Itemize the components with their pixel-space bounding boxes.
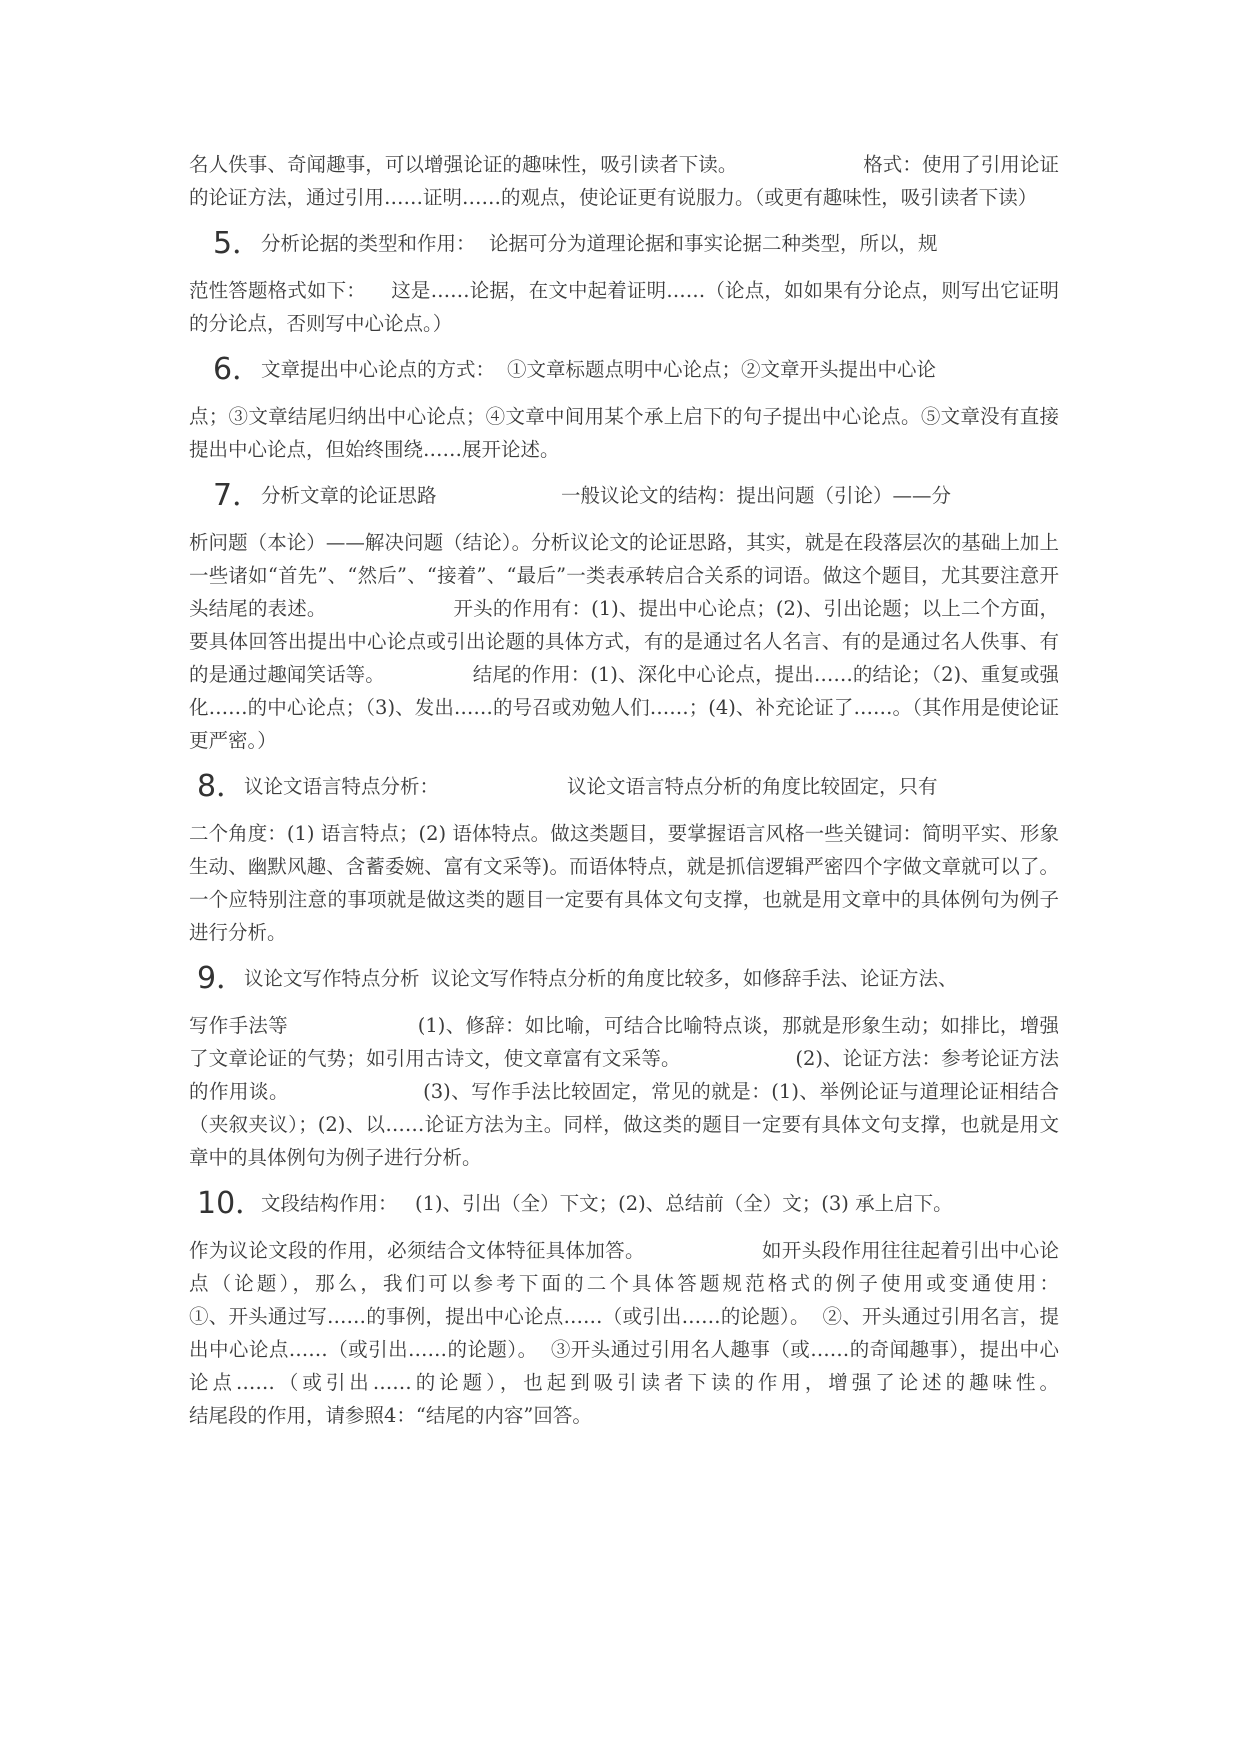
section-heading — [189, 1182, 1059, 1226]
section-title: 文章提出中心论点的方式： — [261, 358, 496, 381]
section-heading — [189, 957, 1059, 1001]
section-heading — [189, 348, 1059, 392]
document-page — [189, 148, 1183, 1432]
section-heading — [189, 222, 1059, 266]
section-number: 7． — [213, 478, 263, 513]
section-body: 作为议论文段的作用，必须结合文体特征具体加答。 如开头段作用往往起着引出中心论点（论题），那么，我们可以参考下面的二个具体答题规范格式的例子使用或变通使用： ①、开头通过写……的事例，提出中心论点……（或引出……的论题）。 ②、开头通过引用名言，提出中心论点……（或引出……的论题）。 ③开头通过引用名人趣事（或……的奇闻趣事），提出中心论点……（或引出……的论题），也起到吸引读者下读的作用，增强了论述的趣味性。 结尾段的作用，请参照4：“结尾的内容”回答。 — [189, 1239, 1183, 1427]
section-number: 5． — [213, 226, 263, 261]
section-item-10 — [189, 1182, 1183, 1432]
section-heading — [189, 765, 1059, 809]
section-title: 议论文写作特点分析 — [244, 967, 420, 990]
section-number: 6． — [213, 352, 263, 387]
section-heading-text: 一般议论文的结构：提出问题（引论）——分 — [561, 484, 952, 507]
section-item-9 — [189, 957, 1059, 1174]
section-title: 文段结构作用： — [261, 1192, 398, 1215]
section-heading — [189, 474, 1059, 518]
section-body: 写作手法等 (1)、修辞：如比喻，可结合比喻特点谈，那就是形象生动；如排比，增强了文章论证的气势；如引用古诗文，使文章富有文采等。 (2)、论证方法：参考论证方法的作用谈。 (3)、写作手法比较固定，常见的就是：(1)、举例论证与道理论证相结合（夹叙夹议）；(2)、以……论证方法为主。同样，做这类的题目一定要有具体文句支撑，也就是用文章中的具体例句为例子进行分析。 — [189, 1014, 1059, 1169]
section-heading-text: ①文章标题点明中心论点；②文章开头提出中心论 — [507, 358, 937, 381]
section-item-5 — [189, 222, 1059, 340]
section-body: 析问题（本论）——解决问题（结论）。分析议论文的论证思路，其实，就是在段落层次的基础上加上一些诸如“首先”、“然后”、“接着”、“最后”一类表承转启合关系的词语。做这个题目，尤其要注意开头结尾的表述。 开头的作用有：(1)、提出中心论点；(2)、引出论题；以上二个方面，要具体回答出提出中心论点或引出论题的具体方式，有的是通过名人名言、有的是通过名人佚事、有的是通过趣闻笑话等。 结尾的作用：(1)、深化中心论点，提出……的结论；（2)、重复或强化……的中心论点；（3)、发出……的号召或劝勉人们……；(4)、补充论证了……。（其作用是使论证更严密。） — [189, 531, 1059, 752]
section-body: 二个角度：(1) 语言特点；(2) 语体特点。做这类题目，要掌握语言风格一些关键词：简明平实、形象生动、幽默风趣、含蓄委婉、富有文采等)。而语体特点，就是抓信逻辑严密四个字做文章就可以了。一个应特别注意的事项就是做这类的题目一定要有具体文句支撑，也就是用文章中的具体例句为例子进行分析。 — [189, 822, 1059, 944]
section-title: 议论文语言特点分析： — [244, 775, 440, 798]
section-number: 9． — [197, 961, 247, 996]
section-heading-text: 议论文语言特点分析的角度比较固定，只有 — [567, 775, 938, 798]
intro-paragraph: 名人佚事、奇闻趣事，可以增强论证的趣味性，吸引读者下读。 格式：使用了引用论证的论证方法，通过引用……证明……的观点，使论证更有说服力。（或更有趣味性，吸引读者下读） — [189, 153, 1059, 209]
section-title: 分析文章的论证思路 — [261, 484, 437, 507]
section-heading-text: 论据可分为道理论据和事实论据二种类型，所以，规 — [489, 232, 938, 255]
section-body: 范性答题格式如下： 这是……论据，在文中起着证明……（论点，如如果有分论点，则写出它证明的分论点，否则写中心论点。） — [189, 279, 1059, 335]
section-item-8 — [189, 765, 1059, 949]
section-number: 10． — [197, 1186, 266, 1221]
section-heading-text: 议论文写作特点分析的角度比较多，如修辞手法、论证方法、 — [431, 967, 958, 990]
section-title: 分析论据的类型和作用： — [261, 232, 476, 255]
section-item-7 — [189, 474, 1059, 757]
section-body: 点；③文章结尾归纳出中心论点；④文章中间用某个承上启下的句子提出中心论点。⑤文章没有直接提出中心论点，但始终围绕……展开论述。 — [189, 405, 1059, 461]
section-heading-text: (1)、引出（全）下文；(2)、总结前（全）文；(3) 承上启下。 — [415, 1192, 953, 1215]
section-item-6 — [189, 348, 1059, 466]
section-number: 8． — [197, 769, 247, 804]
